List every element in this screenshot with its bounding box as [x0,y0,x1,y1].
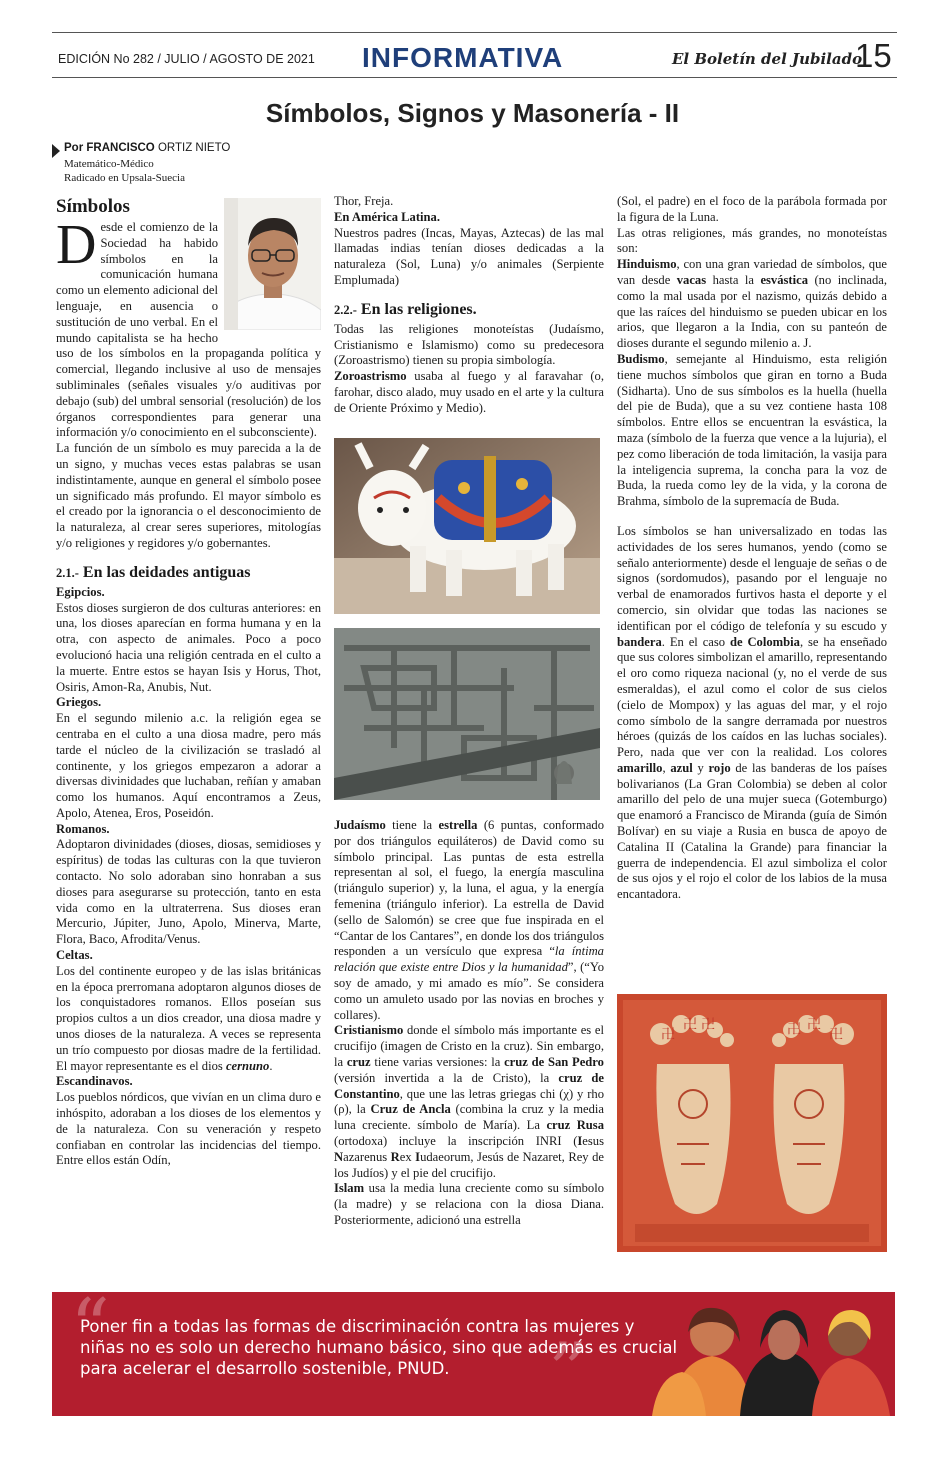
column-3 [617,194,887,903]
edition-info: EDICIÓN No 282 / JULIO / AGOSTO DE 2021 [58,52,315,66]
author-location: Radicado en Upsala-Suecia [64,172,185,184]
heading-escandinavos: Escandinavos. [56,1074,133,1089]
paragraph: Judaísmo tiene la estrella (6 puntas, conformado por dos triángulos equiláteros) de David como su símbolo principal. Las puntas de esta estrella representan al sol, el fuego, la energía masculina (triángulo superior) y, la luna, el agua, y la energía femenina (triángulo inferior). La estrella de David (sello de Salomón) se cree que fue inspirada en el “Cantar de los Cantares”, en donde los dos triángulos responden a un versículo que expresa “la íntima relación que existe entre Dios y la humanidad”, (“Yo soy de amado, y mi amado es mío”. Se considera como un amuleto usado por las novias en broches y collares). [334,818,604,1022]
subheading-deidades: 2.1.- En las deidades antiguas [56,563,251,581]
paragraph: Los pueblos nórdicos, que vivían en un clima duro e inhóspito, adoraban a los dioses de los elementos y de la naturaleza. Con su veneración y respeto confiaban en controlar las incidencias del tiempo. Entre ellos están Odín, [56,1090,321,1168]
column-2 [334,194,604,417]
banner-quote: Poner fin a todas las formas de discriminación contra las mujeres y niñas no es solo un derecho humano básico, sino que además es crucial para acelerar el desarrollo sostenible, PNUD. [80,1317,678,1378]
heading-egipcios: Egipcios. [56,584,105,599]
open-quote-icon: “ [70,1292,110,1373]
author-role: Matemático-Médico [64,158,154,170]
svg-text:卍: 卍 [701,1017,715,1033]
decorated-cow-figurine-icon [334,438,600,614]
heading-griegos: Griegos. [56,695,102,710]
paragraph: La función de un símbolo es muy parecida a la de un signo, y muchas veces estas palabras se usan indistintamente, aunque en general el símbolo posee un significado más profundo. El mayor símbolo es el creado por la ignorancia o el desconocimiento de la naturaleza, al crear seres superiores, mitologías y/o religiones y regidores y/o gobernantes. [56,441,321,550]
svg-text:卍: 卍 [683,1017,697,1033]
paragraph: Las otras religiones, más grandes, no monoteístas son: [617,225,887,256]
article-title: Símbolos, Signos y Masonería - II [265,98,680,128]
temple-lattice-bell-icon [334,628,600,800]
author-portrait-icon [224,198,321,330]
paragraph: Zoroastrismo usaba al fuego y al faravahar (o, farohar, disco alado, muy usado en el arte y la cultura de Oriente Próximo y Medio). [334,369,604,415]
heading-celtas: Celtas. [56,948,93,963]
paragraph: En el segundo milenio a.c. la religión egea se centraba en el culto a una diosa madre, pero más tarde el núcleo de la civilización se trasladó al continente, y los griegos empezaron a adorar a diversas divinidades que luchaban, reñían y amaban como los humanos. Aquí encontramos a Zeus, Apolo, Atenea, Eros, Poseidón. [56,711,321,820]
buddha-footprints-photo [617,994,887,1252]
paragraph: Todas las religiones monoteístas (Judaísmo, Cristianismo e Islamismo) como su predecesora (Zoroastrismo) tienen su propia simbología. [334,321,604,368]
subheading-religiones: 2.2.- En las religiones. [334,300,477,318]
drop-cap: D [56,214,97,276]
women-illustration-icon [652,1292,895,1416]
close-quote-icon: ” [548,1327,588,1416]
paragraph: Estos dioses surgieron de dos culturas anteriores: en una, los dioses aparecían en forma humana y en la otra, con aspecto de animales. Poco a poco evolucionó hacia una religión centrada en el culto a la muerte. Entre estos se hayan Isis y Horus, Thot, Osiris, Amon-Ra, Anubis, Nut. [56,600,321,694]
paragraph: (Sol, el padre) en el foco de la parábola formada por la figura de la Luna. [617,194,887,224]
paragraph: Budismo, semejante al Hinduismo, esta religión tiene muchos símbolos que giran en torno a Buda (Sidharta). Uno de sus símbolos es la huella (huella del pie de Buda), que a su vez contiene hasta 108 símbolos. Entre ellos se encuentran la esvástica, la maza (símbolo de la fuerza que vence a la lujuria), el pez como liberación de toda limitación, la vasija para la inteligencia suprema, la concha para la voz de Buda, la rueda como ley de la vida, y la corona de Brahma, símbolo de la supremacía de Buda. [617,351,887,509]
svg-text:卍: 卍 [661,1027,675,1043]
paragraph: Hinduismo, con una gran variedad de símbolos, que van desde vacas hasta la esvástica (no inclinada, como la mal usada por el nazismo, quizás debido a que las raíces del hinduismo se pueden ubicar en los arios, que llegaron a la India, con su panteón de dioses durante el segundo milenio a. J. [617,257,887,351]
svg-text:卍: 卍 [829,1027,843,1043]
paragraph: Los símbolos se han universalizado en todas las actividades de los seres humanos, yendo (como se señalo anteriormente) desde el lenguaje de señas o de signos (sordomudos), pasando por el lenguaje no verbal de enamorados furtivos hasta el deporte y el comercio, sin olvidar que todas las naciones se identifican por el código de telefonía y su escudo y bandera. En el caso de Colombia, se ha enseñado que sus colores simbolizan el amarillo, representando el oro como riqueza nacional (y, no el verde de sus esmeraldas), el azul como el color de sus cielos (cielo de Mompox) y las aguas del mar, y el rojo como símbolo de la sangre derramada por nuestros héroes (quizás de los caídos en las luchas sociales). Pero, nada que ver con la realidad. Los colores amarillo, azul y rojo de las banderas de los países bolivarianos (La Gran Colombia) se deben al color amarillo del pelo de una mujer sueca (Gotemburgo) que enamoró a Francisco de Miranda (guía de Simón Bolívar) en su viaje a Rusia en busca de apoyo de Catalina II (Catalina la Grande) para financiar la guerra de independencia. El azul simboliza el color de sus ojos y el rojo el color de los labios de la musa encantadora. [617,523,887,902]
intro-paragraph: Desde el comienzo de la Sociedad ha habido símbolos en la comunicación humana como un elemento adicional del lenguaje, en ausencia o sustitución de uno verbal. En el mundo capitalista se ha hecho uso de los símbolos en la propaganda política y comercial, llegando inclusive al uso de mensajes subliminales (señales visuales y/o auditivas por debajo (sub) del umbral sensorial (resolución) de los órganos correspondientes para generar una información y/o conocimiento en el subconsciente). [56,214,321,440]
page-header [52,32,897,78]
heading-america-latina: En América Latina. [334,209,440,224]
paragraph: Nuestros padres (Incas, Mayas, Aztecas) de las mal llamadas indias tenían dioses dedicadas a la naturaleza (Sol, Luna) y/o animales (Serpiente Emplumada) [334,225,604,287]
byline-arrow-icon [52,144,60,158]
paragraph: Adoptaron divinidades (dioses, diosas, semidioses y espíritus) de todas las culturas con la que tuvieron contacto. No solo adoraban sino honraban a sus dioses para asegurarse su protección, tanto en esta vida como en la ultraterrena. Sus dioses eran Mercurio, Júpiter, Juno, Apolo, Minerva, Marte, Flora, Baco, Afrodita/Venus. [56,837,321,947]
svg-text:卍: 卍 [787,1022,801,1038]
paragraph: Islam usa la media luna creciente como su símbolo (la madre) y se relaciona con la diosa Diana. Posteriormente, adicionó una estrella [334,1181,604,1227]
column-1 [56,196,321,1169]
quote-banner [52,1292,895,1416]
publication-name: El Boletín del Jubilado [672,50,863,68]
paragraph: Thor, Freja. [334,194,394,208]
page-number: 15 [855,37,892,74]
column-2-lower [334,818,604,1229]
temple-lattice-photo [334,628,600,800]
section-title: INFORMATIVA [362,42,564,73]
author-portrait [224,198,321,330]
cow-figurine-photo [334,438,600,614]
paragraph: Cristianismo donde el símbolo más importante es el crucifijo (imagen de Cristo en la cruz). Sin embargo, la cruz tiene varias versiones: la cruz de San Pedro (versión invertida a la de Cristo), la cruz de Constantino, que une las letras griegas chi (χ) y rho (ρ), la Cruz de Ancla (combina la cruz y la media luna creciente. símbolo de María). La cruz Rusa (ortodoxa) incluye la inscripción INRI (Iesus Nazarenus Rex Iudaeorum, Jesús de Nazaret, Rey de los Judíos) y el pie del crucifijo. [334,1023,605,1180]
section-heading-simbolos: Símbolos [56,196,130,217]
buddha-footprints-icon [617,994,887,1252]
svg-text:卍: 卍 [807,1017,821,1033]
paragraph: Los del continente europeo y de las islas británicas en la época prerromana adoptaron algunos dioses de los conquistadores romanos. Ellos poseían sus propios cultos a un dios creador, una diosa madre y unos dioses de la naturaleza. A veces se representa un trío compuesto por diosas madre de la fertilidad. El mayor representante es el dios cernuno. [56,963,321,1073]
heading-romanos: Romanos. [56,821,110,836]
author-name: Por FRANCISCO ORTIZ NIETO [64,142,231,154]
